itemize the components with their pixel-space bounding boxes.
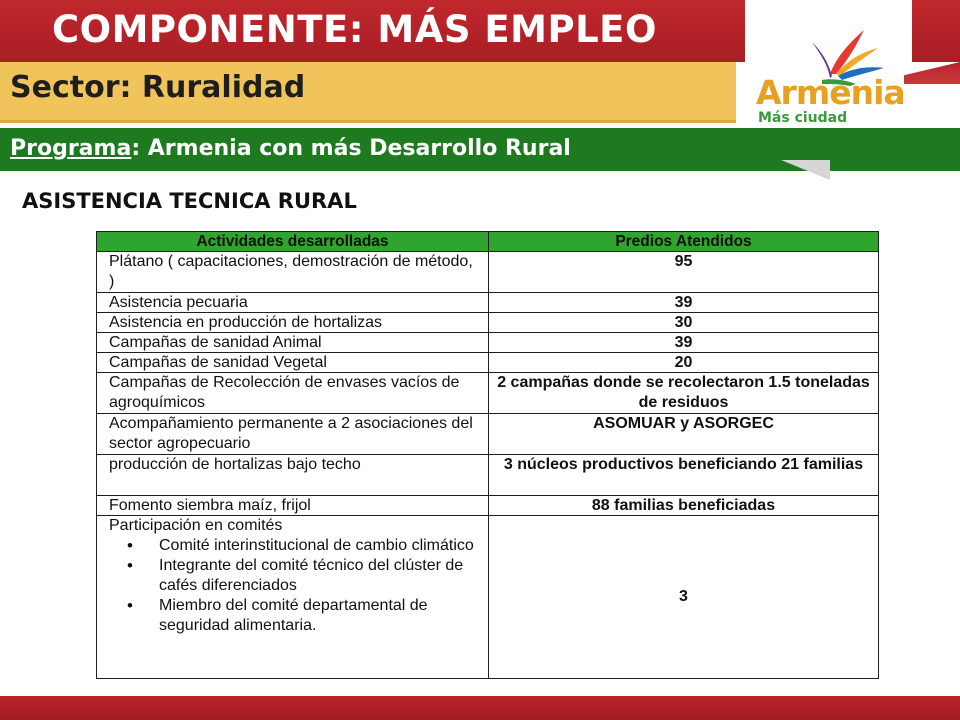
- value-cell: 2 campañas donde se recolectaron 1.5 toneladas de residuos: [489, 373, 879, 414]
- activity-cell: Campañas de sanidad Vegetal: [97, 353, 489, 373]
- sector-heading: Sector: Ruralidad: [10, 70, 306, 105]
- activity-cell: Acompañamiento permanente a 2 asociaciones del sector agropecuario: [97, 414, 489, 455]
- corner-stripe: [912, 0, 960, 62]
- section-title: ASISTENCIA TECNICA RURAL: [22, 189, 357, 213]
- activity-cell: producción de hortalizas bajo techo: [97, 455, 489, 496]
- logo-name: Armenia: [756, 73, 905, 112]
- activity-cell: Campañas de sanidad Animal: [97, 333, 489, 353]
- activities-table: [96, 231, 879, 679]
- program-heading: [10, 136, 571, 161]
- value-cell: 3 núcleos productivos beneficiando 21 familias: [489, 455, 879, 496]
- activity-cell: Fomento siembra maíz, frijol: [97, 496, 489, 516]
- table-row: [97, 496, 879, 516]
- table-row: [97, 373, 879, 414]
- table-header-row: [97, 232, 879, 252]
- column-header-properties: Predios Atendidos: [489, 232, 879, 252]
- table-row: [97, 252, 879, 293]
- list-item: • Comité interinstitucional de cambio climático: [159, 536, 480, 556]
- armenia-logo: [752, 22, 912, 126]
- value-cell: 3: [489, 516, 879, 679]
- logo-tagline: Más ciudad: [758, 110, 848, 126]
- page-title: COMPONENTE: MÁS EMPLEO: [52, 8, 657, 51]
- footer-band: [0, 696, 960, 720]
- value-cell: 95: [489, 252, 879, 293]
- program-name: : Armenia con más Desarrollo Rural: [131, 136, 571, 161]
- activity-cell: Asistencia en producción de hortalizas: [97, 313, 489, 333]
- table-row: [97, 333, 879, 353]
- list-item: • Miembro del comité departamental de seguridad alimentaria.: [159, 596, 480, 636]
- column-header-activities: Actividades desarrolladas: [97, 232, 489, 252]
- value-cell: 39: [489, 333, 879, 353]
- committee-heading: Participación en comités: [109, 517, 283, 534]
- list-item: • Integrante del comité técnico del clúster de cafés diferenciados: [159, 556, 480, 596]
- value-cell: 88 familias beneficiadas: [489, 496, 879, 516]
- value-cell: 39: [489, 293, 879, 313]
- table-row: [97, 516, 879, 679]
- table-row: [97, 313, 879, 333]
- table-row: [97, 293, 879, 313]
- activity-cell: Campañas de Recolección de envases vacíos de agroquímicos: [97, 373, 489, 414]
- table-row: [97, 414, 879, 455]
- committee-list: [109, 536, 480, 636]
- activity-cell: Asistencia pecuaria: [97, 293, 489, 313]
- value-cell: 30: [489, 313, 879, 333]
- value-cell: ASOMUAR y ASORGEC: [489, 414, 879, 455]
- value-cell: 20: [489, 353, 879, 373]
- table-row: [97, 353, 879, 373]
- activity-cell: [97, 516, 489, 679]
- table-row: [97, 455, 879, 496]
- program-label: Programa: [10, 136, 132, 161]
- activity-cell: Plátano ( capacitaciones, demostración de método, ): [97, 252, 489, 293]
